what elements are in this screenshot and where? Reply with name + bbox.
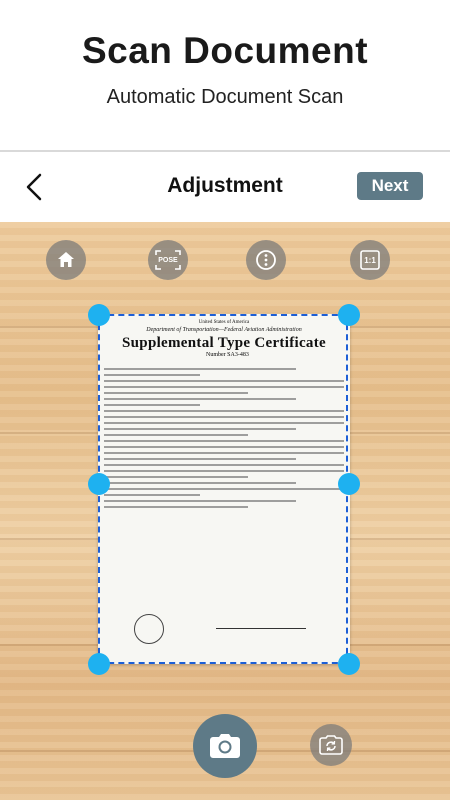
switch-camera-icon (319, 734, 343, 756)
document-department: Department of Transportation—Federal Aviation Administration (146, 327, 302, 333)
camera-icon (209, 733, 241, 759)
more-options-button[interactable] (246, 240, 286, 280)
crop-handle-bottom-left[interactable] (88, 653, 110, 675)
crop-handle-left[interactable] (88, 473, 110, 495)
app-bar (0, 152, 450, 222)
pose-label: POSE (158, 256, 178, 264)
document-title: Supplemental Type Certificate (122, 335, 326, 351)
home-icon (56, 250, 76, 270)
pose-button[interactable] (148, 240, 188, 280)
more-vertical-icon (255, 249, 277, 271)
crop-handle-right[interactable] (338, 473, 360, 495)
document-country: United States of America (198, 320, 250, 325)
page-title: Adjustment (167, 174, 283, 197)
home-button[interactable] (46, 240, 86, 280)
document-number: Number SA3-483 (206, 352, 249, 358)
crop-handle-top-right[interactable] (338, 304, 360, 326)
switch-camera-button[interactable] (310, 724, 352, 766)
crop-handle-top-left[interactable] (88, 304, 110, 326)
crop-frame[interactable] (98, 314, 348, 664)
promo-title: Scan Document (81, 30, 369, 71)
promo-header (0, 0, 450, 150)
promo-subtitle: Automatic Document Scan (106, 86, 344, 108)
crop-handle-bottom-right[interactable] (338, 653, 360, 675)
next-button[interactable]: Next (357, 172, 423, 200)
camera-preview (0, 222, 450, 800)
capture-button[interactable] (193, 714, 257, 778)
aspect-ratio-button[interactable] (350, 240, 390, 280)
ratio-label: 1:1 (364, 255, 376, 265)
